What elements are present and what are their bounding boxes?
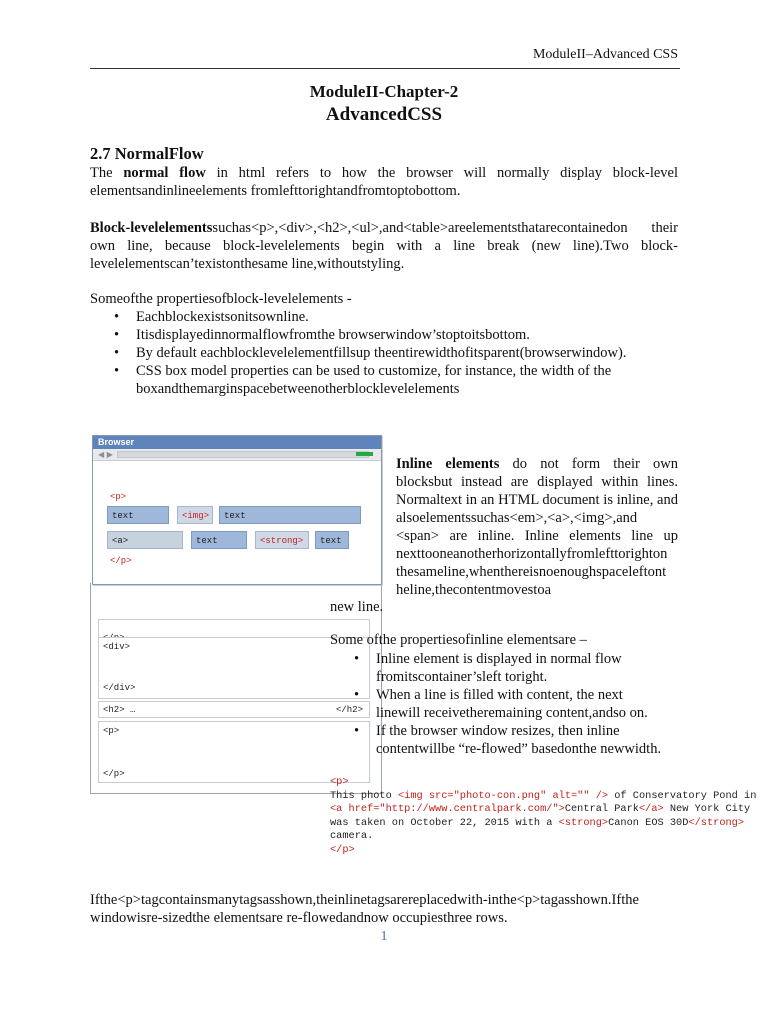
code-text: camera. <box>330 830 374 842</box>
code-strong-open: <strong> <box>558 816 609 829</box>
inline-properties-list <box>330 650 670 758</box>
normal-flow-paragraph <box>90 164 678 200</box>
code-text: Canon EOS 30D <box>608 816 689 829</box>
subject-title: AdvancedCSS <box>325 104 443 125</box>
section-heading: 2.7 NormalFlow <box>90 144 204 163</box>
block-properties-intro: Someofthe propertiesofblock-levelelements - <box>90 291 352 307</box>
h2-close-tag: </h2> <box>335 705 363 715</box>
p2-bold: Block-levelelements <box>90 220 213 236</box>
browser-title-bar: Browser <box>93 436 381 449</box>
code-p-close: </p> <box>330 843 355 856</box>
progress-indicator <box>356 452 373 456</box>
code-a-open: <a href="http://www.centralpark.com/"> <box>330 803 565 815</box>
code-text: New York City <box>663 803 751 815</box>
h2-open-tag: <h2> … <box>103 705 136 715</box>
p-open-tag: <p> <box>103 726 120 736</box>
browser-nav-bar <box>93 449 381 461</box>
html-code-sample <box>330 776 768 857</box>
text-span: text <box>315 531 349 549</box>
div-open-tag: <div> <box>103 642 131 652</box>
p-close-tag: </p> <box>103 769 125 779</box>
nav-arrows-icon: ◀ ▶ <box>98 450 113 459</box>
list-item: • Inline element is displayed in normal flow fromitscontainer’sleft toright. <box>330 650 670 686</box>
p2-post: suchas<p>,<div>,<h2>,<ul>,and<table>areelementsthatarecontainedon their own line, because block-levelelements begin with a line break (new line).Two block-levelelementscan’texistonthesame line,withoutstyling. <box>90 220 678 272</box>
code-strong-close: </strong> <box>688 816 745 829</box>
header-divider <box>90 68 680 69</box>
p1-bold: normal flow <box>123 165 206 181</box>
list-item: • By default eachblocklevelelementfillsup theentirewidthofitsparent(browserwindow). <box>90 344 678 362</box>
a-tag: <a> <box>107 531 183 549</box>
address-bar <box>117 451 369 458</box>
inline-continuation: new line. <box>330 599 384 615</box>
p-close-tag: </p> <box>110 556 132 566</box>
block-properties-list <box>90 308 678 398</box>
div-close-tag: </div> <box>103 683 136 693</box>
inline-post: do not form their own blocksbut instead are displayed within lines. Normaltext in an HTML document is inline, and alsoelementssuchas<em>,<a>,<img>,and <span> are inline. Inline elements line up nexttooneanotherhorizontallyfromlefttorighton thesameline,whenthereisnoenoughspaceleftont heline,thecontentmovestoa <box>396 456 678 598</box>
reflow-paragraph: Ifthe<p>tagcontainsmanytagsasshown,theinlinetagsarereplacedwith-inthe<p>tagasshown.Ifthe windowisre-sizedthe elementsare re-flowedandnow occupiesthree rows. <box>90 892 639 926</box>
p-open-tag: <p> <box>110 492 127 502</box>
list-item: • Itisdisplayedinnormalflowfromthe browserwindow’stoptoitsbottom. <box>90 326 678 344</box>
img-tag: <img> <box>177 506 213 524</box>
chapter-title: ModuleII-Chapter-2 <box>309 82 459 101</box>
list-item: • When a line is filled with content, the next linewill receivetheremaining content,andso on. <box>330 686 670 722</box>
text-span: text <box>107 506 169 524</box>
p1-post: in html refers to how the browser will normally display block-level elementsandinlineelements fromlefttorightandfromtoptobottom. <box>90 165 678 199</box>
list-item: • If the browser window resizes, then inline contentwillbe “re-flowed” basedonthe newwidth. <box>330 722 670 758</box>
code-text: This photo <box>330 789 398 802</box>
code-text: of Conservatory Pond in <box>608 789 757 802</box>
code-a-close: </a> <box>638 803 664 815</box>
code-img-tag: <img src="photo-con.png" alt="" /> <box>397 789 609 802</box>
inline-elements-paragraph <box>396 455 678 599</box>
block-level-paragraph <box>90 219 678 273</box>
code-text: Central Park <box>564 803 639 815</box>
text-span: text <box>219 506 361 524</box>
list-item: • Eachblockexistsonitsownline. <box>90 308 678 326</box>
list-item: • CSS box model properties can be used to customize, for instance, the width of the boxandthemarginspacebetweenotherblocklevelelements <box>90 362 678 398</box>
strong-tag: <strong> <box>255 531 309 549</box>
inline-bold: Inline elements <box>396 456 500 472</box>
code-text: was taken on October 22, 2015 with a <box>330 816 559 829</box>
inline-properties-intro: Some ofthe propertiesofinline elementsare – <box>330 632 587 648</box>
code-p-open: <p> <box>330 776 349 788</box>
running-header: ModuleII–Advanced CSS <box>532 47 678 62</box>
text-span: text <box>191 531 247 549</box>
p1-pre: The <box>90 165 124 181</box>
browser-window <box>92 435 382 585</box>
page-number: 1 <box>380 929 388 944</box>
